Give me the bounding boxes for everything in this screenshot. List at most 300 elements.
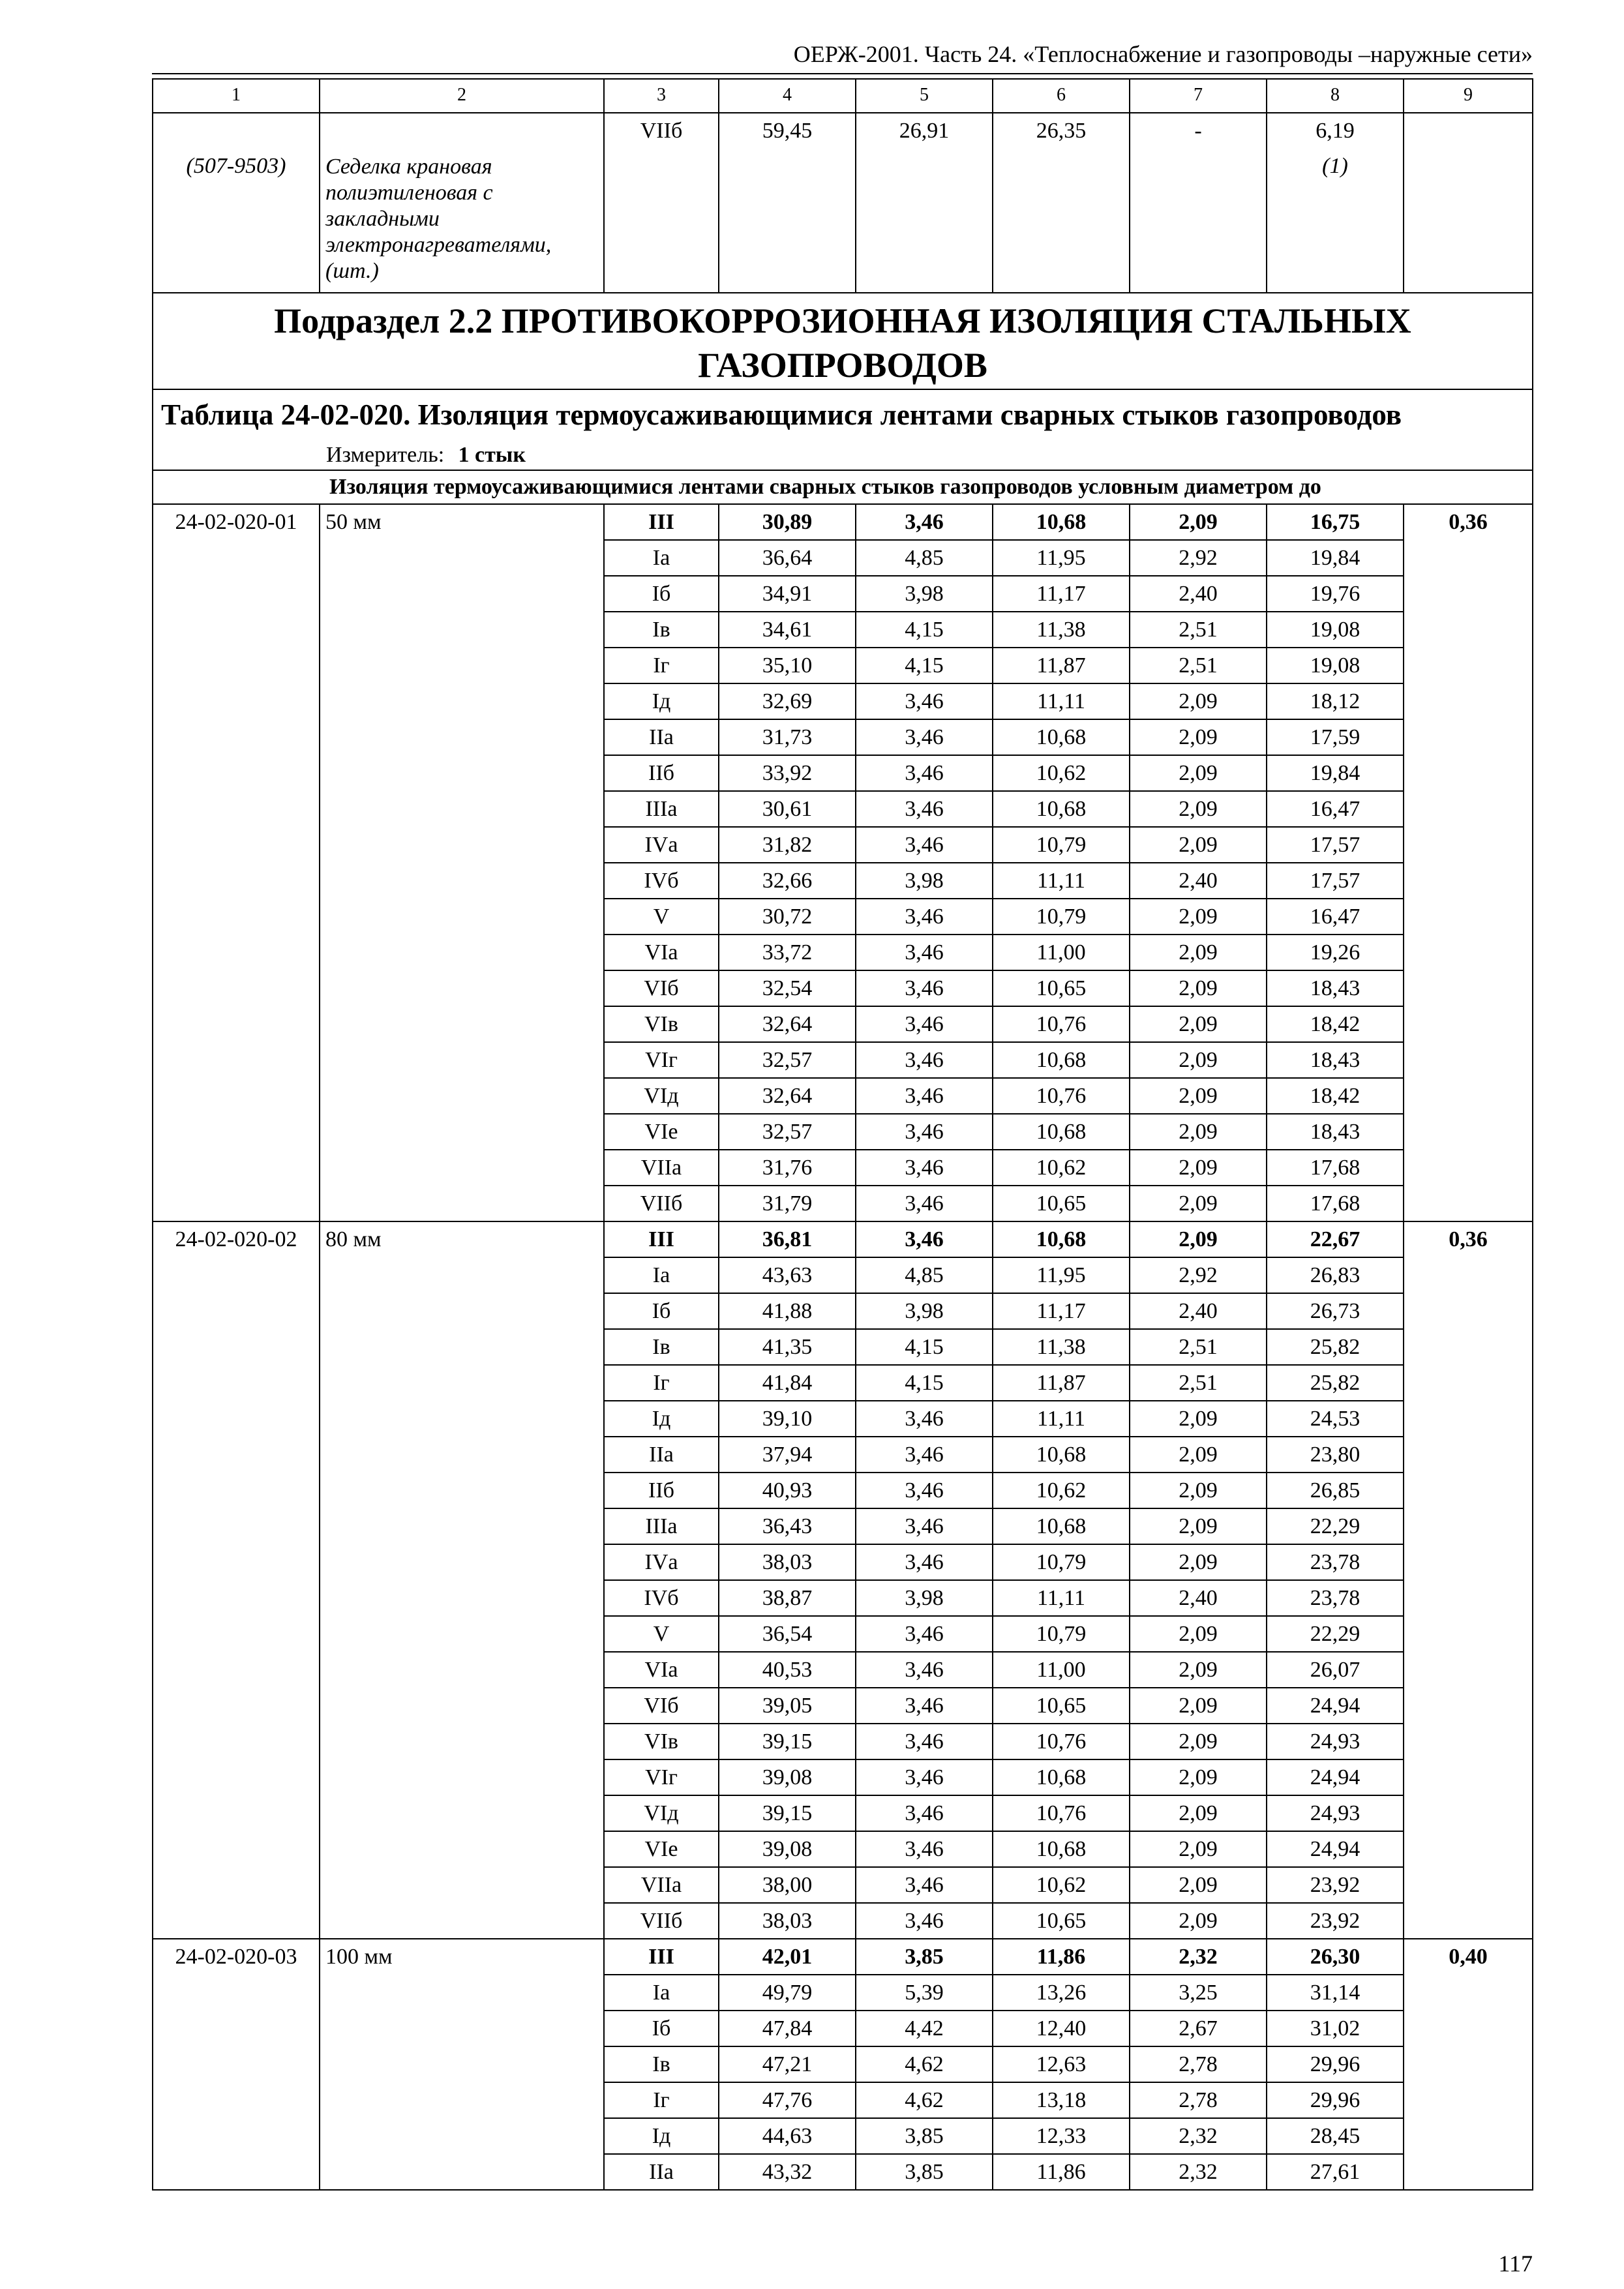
previous-item-value-cell <box>1267 113 1404 293</box>
zone-cell: IIа <box>604 2154 719 2190</box>
zone-cell: VIг <box>604 1759 719 1795</box>
zone-cell: III <box>604 1221 719 1257</box>
value-cell: 11,11 <box>993 1401 1130 1437</box>
value-cell: 19,76 <box>1267 576 1404 612</box>
value-cell: 3,46 <box>856 1221 993 1257</box>
previous-item-material-qty: (1) <box>1322 154 1348 178</box>
value-cell: 16,47 <box>1267 899 1404 935</box>
value-cell: 10,68 <box>993 504 1130 540</box>
value-cell: 29,96 <box>1267 2082 1404 2118</box>
value-cell: 49,79 <box>719 1975 856 2011</box>
value-cell: 4,62 <box>856 2046 993 2082</box>
item-code: 24-02-020-01 <box>153 504 320 1221</box>
value-cell: 27,61 <box>1267 2154 1404 2190</box>
item-diameter: 50 мм <box>320 504 604 1221</box>
value-cell: 5,39 <box>856 1975 993 2011</box>
value-cell: 10,65 <box>993 1903 1130 1939</box>
table-title-cell <box>153 389 1533 470</box>
value-cell: 16,47 <box>1267 791 1404 827</box>
column-number-row <box>153 79 1533 113</box>
value-cell: 17,68 <box>1267 1186 1404 1221</box>
value-cell: 17,68 <box>1267 1150 1404 1186</box>
zone-cell: Iа <box>604 540 719 576</box>
value-cell: 11,87 <box>993 648 1130 683</box>
value-cell: 11,86 <box>993 2154 1130 2190</box>
value-cell: 24,93 <box>1267 1795 1404 1831</box>
value-cell: 10,68 <box>993 1831 1130 1867</box>
zone-cell: Iд <box>604 1401 719 1437</box>
zone-cell: VIд <box>604 1795 719 1831</box>
value-cell: 41,84 <box>719 1365 856 1401</box>
value-cell: 25,82 <box>1267 1329 1404 1365</box>
meter-line <box>153 437 1532 470</box>
page-number: 117 <box>1498 2251 1533 2277</box>
value-cell: 26,83 <box>1267 1257 1404 1293</box>
zone-cell: Iд <box>604 683 719 719</box>
header-rule <box>152 73 1533 74</box>
zone-cell: VIIб <box>604 1186 719 1221</box>
column-number: 1 <box>153 79 320 113</box>
value-cell: 19,08 <box>1267 648 1404 683</box>
previous-item-row <box>153 113 1533 293</box>
value-cell: 3,46 <box>856 683 993 719</box>
value-cell: 11,17 <box>993 576 1130 612</box>
value-cell: 3,46 <box>856 1006 993 1042</box>
value-cell: 3,46 <box>856 1078 993 1114</box>
zone-cell: Iа <box>604 1257 719 1293</box>
previous-item-value: 26,91 <box>856 113 993 293</box>
zone-cell: VIв <box>604 1724 719 1759</box>
value-cell: 18,43 <box>1267 1042 1404 1078</box>
value-cell: 2,09 <box>1130 935 1267 970</box>
value-cell: 39,15 <box>719 1795 856 1831</box>
value-cell: 31,02 <box>1267 2011 1404 2046</box>
value-cell: 3,85 <box>856 1939 993 1975</box>
value-cell: 24,94 <box>1267 1831 1404 1867</box>
value-cell: 37,94 <box>719 1437 856 1473</box>
value-cell: 26,30 <box>1267 1939 1404 1975</box>
value-cell: 2,09 <box>1130 1508 1267 1544</box>
value-cell: 2,40 <box>1130 863 1267 899</box>
value-cell: 10,68 <box>993 1759 1130 1795</box>
zone-cell: Iг <box>604 1365 719 1401</box>
value-cell: 18,43 <box>1267 1114 1404 1150</box>
value-cell: 33,92 <box>719 755 856 791</box>
value-cell: 24,53 <box>1267 1401 1404 1437</box>
value-cell: 39,10 <box>719 1401 856 1437</box>
value-cell: 10,65 <box>993 970 1130 1006</box>
running-header: ОЕРЖ-2001. Часть 24. «Теплоснабжение и газопроводы –наружные сети» <box>793 41 1533 67</box>
value-cell: 3,46 <box>856 827 993 863</box>
subsection-title: Подраздел 2.2 ПРОТИВОКОРРОЗИОННАЯ ИЗОЛЯЦИЯ СТАЛЬНЫХ ГАЗОПРОВОДОВ <box>153 293 1533 389</box>
value-cell: 18,43 <box>1267 970 1404 1006</box>
value-cell: 22,29 <box>1267 1616 1404 1652</box>
value-cell: 2,09 <box>1130 1473 1267 1508</box>
value-cell: 24,93 <box>1267 1724 1404 1759</box>
value-cell: 2,09 <box>1130 970 1267 1006</box>
value-cell: 30,89 <box>719 504 856 540</box>
value-cell: 2,09 <box>1130 1795 1267 1831</box>
value-cell: 3,46 <box>856 1042 993 1078</box>
value-cell: 3,46 <box>856 504 993 540</box>
zone-cell: IIIа <box>604 1508 719 1544</box>
previous-item-value: - <box>1130 113 1267 293</box>
value-cell: 4,15 <box>856 1365 993 1401</box>
value-cell: 4,15 <box>856 1329 993 1365</box>
value-cell: 31,14 <box>1267 1975 1404 2011</box>
value-cell: 39,15 <box>719 1724 856 1759</box>
value-cell: 26,07 <box>1267 1652 1404 1688</box>
value-cell: 2,40 <box>1130 1293 1267 1329</box>
value-cell: 22,29 <box>1267 1508 1404 1544</box>
caption-row <box>153 470 1533 504</box>
zone-cell: IVа <box>604 827 719 863</box>
value-cell: 3,46 <box>856 1114 993 1150</box>
previous-item-code <box>153 113 320 293</box>
zone-cell: IVа <box>604 1544 719 1580</box>
value-cell: 3,46 <box>856 1508 993 1544</box>
zone-cell: III <box>604 504 719 540</box>
value-cell: 3,46 <box>856 1724 993 1759</box>
value-cell: 24,94 <box>1267 1759 1404 1795</box>
zone-cell: V <box>604 899 719 935</box>
value-cell: 38,03 <box>719 1903 856 1939</box>
value-cell: 10,62 <box>993 1867 1130 1903</box>
value-cell: 2,92 <box>1130 540 1267 576</box>
column-number: 5 <box>856 79 993 113</box>
value-cell: 11,00 <box>993 1652 1130 1688</box>
column-number: 8 <box>1267 79 1404 113</box>
value-cell: 10,76 <box>993 1795 1130 1831</box>
value-cell: 39,05 <box>719 1688 856 1724</box>
value-cell: 2,09 <box>1130 1688 1267 1724</box>
value-cell: 18,12 <box>1267 683 1404 719</box>
value-cell: 2,09 <box>1130 683 1267 719</box>
value-cell: 3,46 <box>856 1759 993 1795</box>
zone-cell: Iб <box>604 2011 719 2046</box>
value-cell: 2,09 <box>1130 827 1267 863</box>
previous-item-code-text: (507-9503) <box>186 154 286 178</box>
value-cell: 3,46 <box>856 1401 993 1437</box>
value-cell: 11,11 <box>993 1580 1130 1616</box>
value-cell: 23,80 <box>1267 1437 1404 1473</box>
value-cell: 12,40 <box>993 2011 1130 2046</box>
value-cell: 32,64 <box>719 1006 856 1042</box>
value-cell: 2,09 <box>1130 504 1267 540</box>
previous-item-value: 59,45 <box>719 113 856 293</box>
value-cell: 2,09 <box>1130 1903 1267 1939</box>
value-cell: 11,00 <box>993 935 1130 970</box>
value-cell: 11,95 <box>993 540 1130 576</box>
value-cell: 32,54 <box>719 970 856 1006</box>
zone-cell: VIв <box>604 1006 719 1042</box>
zone-cell: VIа <box>604 1652 719 1688</box>
value-cell: 3,46 <box>856 1831 993 1867</box>
value-cell: 39,08 <box>719 1831 856 1867</box>
table-caption: Изоляция термоусаживающимися лентами сварных стыков газопроводов условным диаметром до <box>153 470 1533 504</box>
value-cell: 2,09 <box>1130 1042 1267 1078</box>
item-diameter: 80 мм <box>320 1221 604 1939</box>
value-cell: 32,57 <box>719 1114 856 1150</box>
value-cell: 2,09 <box>1130 1186 1267 1221</box>
item-col9: 0,40 <box>1404 1939 1533 2190</box>
table-title: Таблица 24-02-020. Изоляция термоусаживающимися лентами сварных стыков газопроводов <box>161 398 1402 431</box>
zone-cell: VIе <box>604 1114 719 1150</box>
zone-cell: Iв <box>604 2046 719 2082</box>
zone-cell: Iд <box>604 2118 719 2154</box>
value-cell: 32,69 <box>719 683 856 719</box>
value-cell: 2,09 <box>1130 791 1267 827</box>
zone-cell: IVб <box>604 1580 719 1616</box>
value-cell: 3,46 <box>856 1688 993 1724</box>
column-number: 4 <box>719 79 856 113</box>
zone-cell: VIе <box>604 1831 719 1867</box>
value-cell: 12,63 <box>993 2046 1130 2082</box>
value-cell: 3,98 <box>856 1580 993 1616</box>
zone-cell: IIIа <box>604 791 719 827</box>
value-cell: 10,62 <box>993 755 1130 791</box>
value-cell: 2,09 <box>1130 1867 1267 1903</box>
value-cell: 3,46 <box>856 791 993 827</box>
column-number: 2 <box>320 79 604 113</box>
value-cell: 2,40 <box>1130 576 1267 612</box>
value-cell: 2,09 <box>1130 1544 1267 1580</box>
value-cell: 2,51 <box>1130 612 1267 648</box>
value-cell: 10,76 <box>993 1724 1130 1759</box>
value-cell: 12,33 <box>993 2118 1130 2154</box>
value-cell: 10,68 <box>993 791 1130 827</box>
value-cell: 10,68 <box>993 1508 1130 1544</box>
value-cell: 36,43 <box>719 1508 856 1544</box>
zone-cell: VIг <box>604 1042 719 1078</box>
zone-cell: VIд <box>604 1078 719 1114</box>
item-diameter: 100 мм <box>320 1939 604 2190</box>
column-number: 9 <box>1404 79 1533 113</box>
value-cell: 23,92 <box>1267 1903 1404 1939</box>
value-cell: 36,81 <box>719 1221 856 1257</box>
value-cell: 3,46 <box>856 970 993 1006</box>
value-cell: 28,45 <box>1267 2118 1404 2154</box>
value-cell: 2,09 <box>1130 1652 1267 1688</box>
value-cell: 39,08 <box>719 1759 856 1795</box>
column-number: 6 <box>993 79 1130 113</box>
value-cell: 31,79 <box>719 1186 856 1221</box>
value-cell: 33,72 <box>719 935 856 970</box>
value-cell: 23,92 <box>1267 1867 1404 1903</box>
value-cell: 3,46 <box>856 719 993 755</box>
value-cell: 3,46 <box>856 1867 993 1903</box>
value-cell: 32,64 <box>719 1078 856 1114</box>
meter-unit: 1 стык <box>458 443 526 467</box>
value-cell: 2,51 <box>1130 1329 1267 1365</box>
value-cell: 4,15 <box>856 648 993 683</box>
value-cell: 34,61 <box>719 612 856 648</box>
value-cell: 43,32 <box>719 2154 856 2190</box>
zone-cell: V <box>604 1616 719 1652</box>
previous-item-value: 6,19 <box>1316 119 1355 143</box>
value-cell: 41,88 <box>719 1293 856 1329</box>
value-cell: 31,76 <box>719 1150 856 1186</box>
zone-cell: IIб <box>604 1473 719 1508</box>
value-cell: 2,92 <box>1130 1257 1267 1293</box>
value-cell: 11,38 <box>993 1329 1130 1365</box>
value-cell: 26,73 <box>1267 1293 1404 1329</box>
subsection-row <box>153 293 1533 389</box>
zone-cell: Iг <box>604 648 719 683</box>
value-cell: 47,84 <box>719 2011 856 2046</box>
value-cell: 10,62 <box>993 1150 1130 1186</box>
zone-cell: Iв <box>604 1329 719 1365</box>
value-cell: 11,86 <box>993 1939 1130 1975</box>
item-col9: 0,36 <box>1404 504 1533 1221</box>
value-cell: 25,82 <box>1267 1365 1404 1401</box>
zone-cell: VIб <box>604 970 719 1006</box>
value-cell: 41,35 <box>719 1329 856 1365</box>
value-cell: 2,32 <box>1130 2154 1267 2190</box>
value-cell: 10,68 <box>993 1042 1130 1078</box>
column-number: 7 <box>1130 79 1267 113</box>
value-cell: 47,21 <box>719 2046 856 2082</box>
value-cell: 4,15 <box>856 612 993 648</box>
value-cell: 2,09 <box>1130 1150 1267 1186</box>
zone-cell: IIа <box>604 1437 719 1473</box>
value-cell: 34,91 <box>719 576 856 612</box>
previous-item-zone: VIIб <box>604 113 719 293</box>
value-cell: 2,09 <box>1130 1078 1267 1114</box>
value-cell: 2,78 <box>1130 2046 1267 2082</box>
value-cell: 29,96 <box>1267 2046 1404 2082</box>
value-cell: 19,84 <box>1267 540 1404 576</box>
value-cell: 2,09 <box>1130 719 1267 755</box>
value-cell: 11,95 <box>993 1257 1130 1293</box>
value-cell: 18,42 <box>1267 1006 1404 1042</box>
value-cell: 17,57 <box>1267 827 1404 863</box>
value-cell: 4,85 <box>856 1257 993 1293</box>
value-cell: 32,66 <box>719 863 856 899</box>
value-cell: 3,46 <box>856 1795 993 1831</box>
rates-table <box>152 78 1533 2191</box>
table-title-row <box>153 389 1533 470</box>
value-cell: 10,79 <box>993 827 1130 863</box>
value-cell: 2,09 <box>1130 1724 1267 1759</box>
value-cell: 13,18 <box>993 2082 1130 2118</box>
value-cell: 40,53 <box>719 1652 856 1688</box>
value-cell: 2,78 <box>1130 2082 1267 2118</box>
value-cell: 2,51 <box>1130 648 1267 683</box>
item-code: 24-02-020-03 <box>153 1939 320 2190</box>
zone-cell: VIа <box>604 935 719 970</box>
value-cell: 10,68 <box>993 719 1130 755</box>
value-cell: 16,75 <box>1267 504 1404 540</box>
value-cell: 2,09 <box>1130 1616 1267 1652</box>
value-cell: 2,09 <box>1130 1114 1267 1150</box>
meter-label: Измеритель: <box>326 443 445 467</box>
value-cell: 35,10 <box>719 648 856 683</box>
value-cell: 2,67 <box>1130 2011 1267 2046</box>
value-cell: 10,65 <box>993 1688 1130 1724</box>
previous-item-name: Седелка крановая полиэтиленовая с закладными электронагревателями, (шт.) <box>325 155 552 283</box>
value-cell: 11,17 <box>993 1293 1130 1329</box>
empty-cell <box>1404 113 1533 293</box>
value-cell: 3,98 <box>856 1293 993 1329</box>
value-cell: 4,62 <box>856 2082 993 2118</box>
value-cell: 10,65 <box>993 1186 1130 1221</box>
value-cell: 4,85 <box>856 540 993 576</box>
column-number: 3 <box>604 79 719 113</box>
value-cell: 10,68 <box>993 1437 1130 1473</box>
value-cell: 31,82 <box>719 827 856 863</box>
value-cell: 3,46 <box>856 1544 993 1580</box>
zone-cell: VIIб <box>604 1903 719 1939</box>
value-cell: 10,68 <box>993 1221 1130 1257</box>
value-cell: 30,72 <box>719 899 856 935</box>
value-cell: 2,32 <box>1130 1939 1267 1975</box>
value-cell: 43,63 <box>719 1257 856 1293</box>
value-cell: 2,09 <box>1130 1006 1267 1042</box>
value-cell: 19,26 <box>1267 935 1404 970</box>
value-cell: 10,79 <box>993 899 1130 935</box>
value-cell: 3,46 <box>856 1186 993 1221</box>
value-cell: 2,40 <box>1130 1580 1267 1616</box>
value-cell: 24,94 <box>1267 1688 1404 1724</box>
zone-cell: VIIа <box>604 1150 719 1186</box>
zone-cell: Iа <box>604 1975 719 2011</box>
zone-cell: IIб <box>604 755 719 791</box>
zone-cell: IIа <box>604 719 719 755</box>
item-code: 24-02-020-02 <box>153 1221 320 1939</box>
value-cell: 3,46 <box>856 935 993 970</box>
value-cell: 3,46 <box>856 1616 993 1652</box>
value-cell: 44,63 <box>719 2118 856 2154</box>
zone-cell: VIIа <box>604 1867 719 1903</box>
value-cell: 3,85 <box>856 2118 993 2154</box>
zone-cell: VIб <box>604 1688 719 1724</box>
value-cell: 2,09 <box>1130 1221 1267 1257</box>
value-cell: 10,76 <box>993 1078 1130 1114</box>
value-cell: 11,11 <box>993 683 1130 719</box>
zone-cell: IVб <box>604 863 719 899</box>
value-cell: 38,00 <box>719 1867 856 1903</box>
item-col9: 0,36 <box>1404 1221 1533 1939</box>
value-cell: 38,03 <box>719 1544 856 1580</box>
value-cell: 4,42 <box>856 2011 993 2046</box>
zone-cell: Iв <box>604 612 719 648</box>
value-cell: 2,09 <box>1130 1401 1267 1437</box>
value-cell: 3,46 <box>856 1903 993 1939</box>
table-row <box>153 1221 1533 1257</box>
value-cell: 10,68 <box>993 1114 1130 1150</box>
value-cell: 10,79 <box>993 1544 1130 1580</box>
value-cell: 3,46 <box>856 899 993 935</box>
value-cell: 17,59 <box>1267 719 1404 755</box>
previous-item-value: 26,35 <box>993 113 1130 293</box>
value-cell: 40,93 <box>719 1473 856 1508</box>
value-cell: 3,46 <box>856 1150 993 1186</box>
value-cell: 3,25 <box>1130 1975 1267 2011</box>
value-cell: 11,11 <box>993 863 1130 899</box>
value-cell: 36,64 <box>719 540 856 576</box>
value-cell: 47,76 <box>719 2082 856 2118</box>
value-cell: 3,98 <box>856 576 993 612</box>
value-cell: 3,46 <box>856 755 993 791</box>
value-cell: 3,98 <box>856 863 993 899</box>
value-cell: 36,54 <box>719 1616 856 1652</box>
value-cell: 3,85 <box>856 2154 993 2190</box>
value-cell: 3,46 <box>856 1652 993 1688</box>
value-cell: 26,85 <box>1267 1473 1404 1508</box>
zone-cell: Iг <box>604 2082 719 2118</box>
zone-cell: Iб <box>604 1293 719 1329</box>
